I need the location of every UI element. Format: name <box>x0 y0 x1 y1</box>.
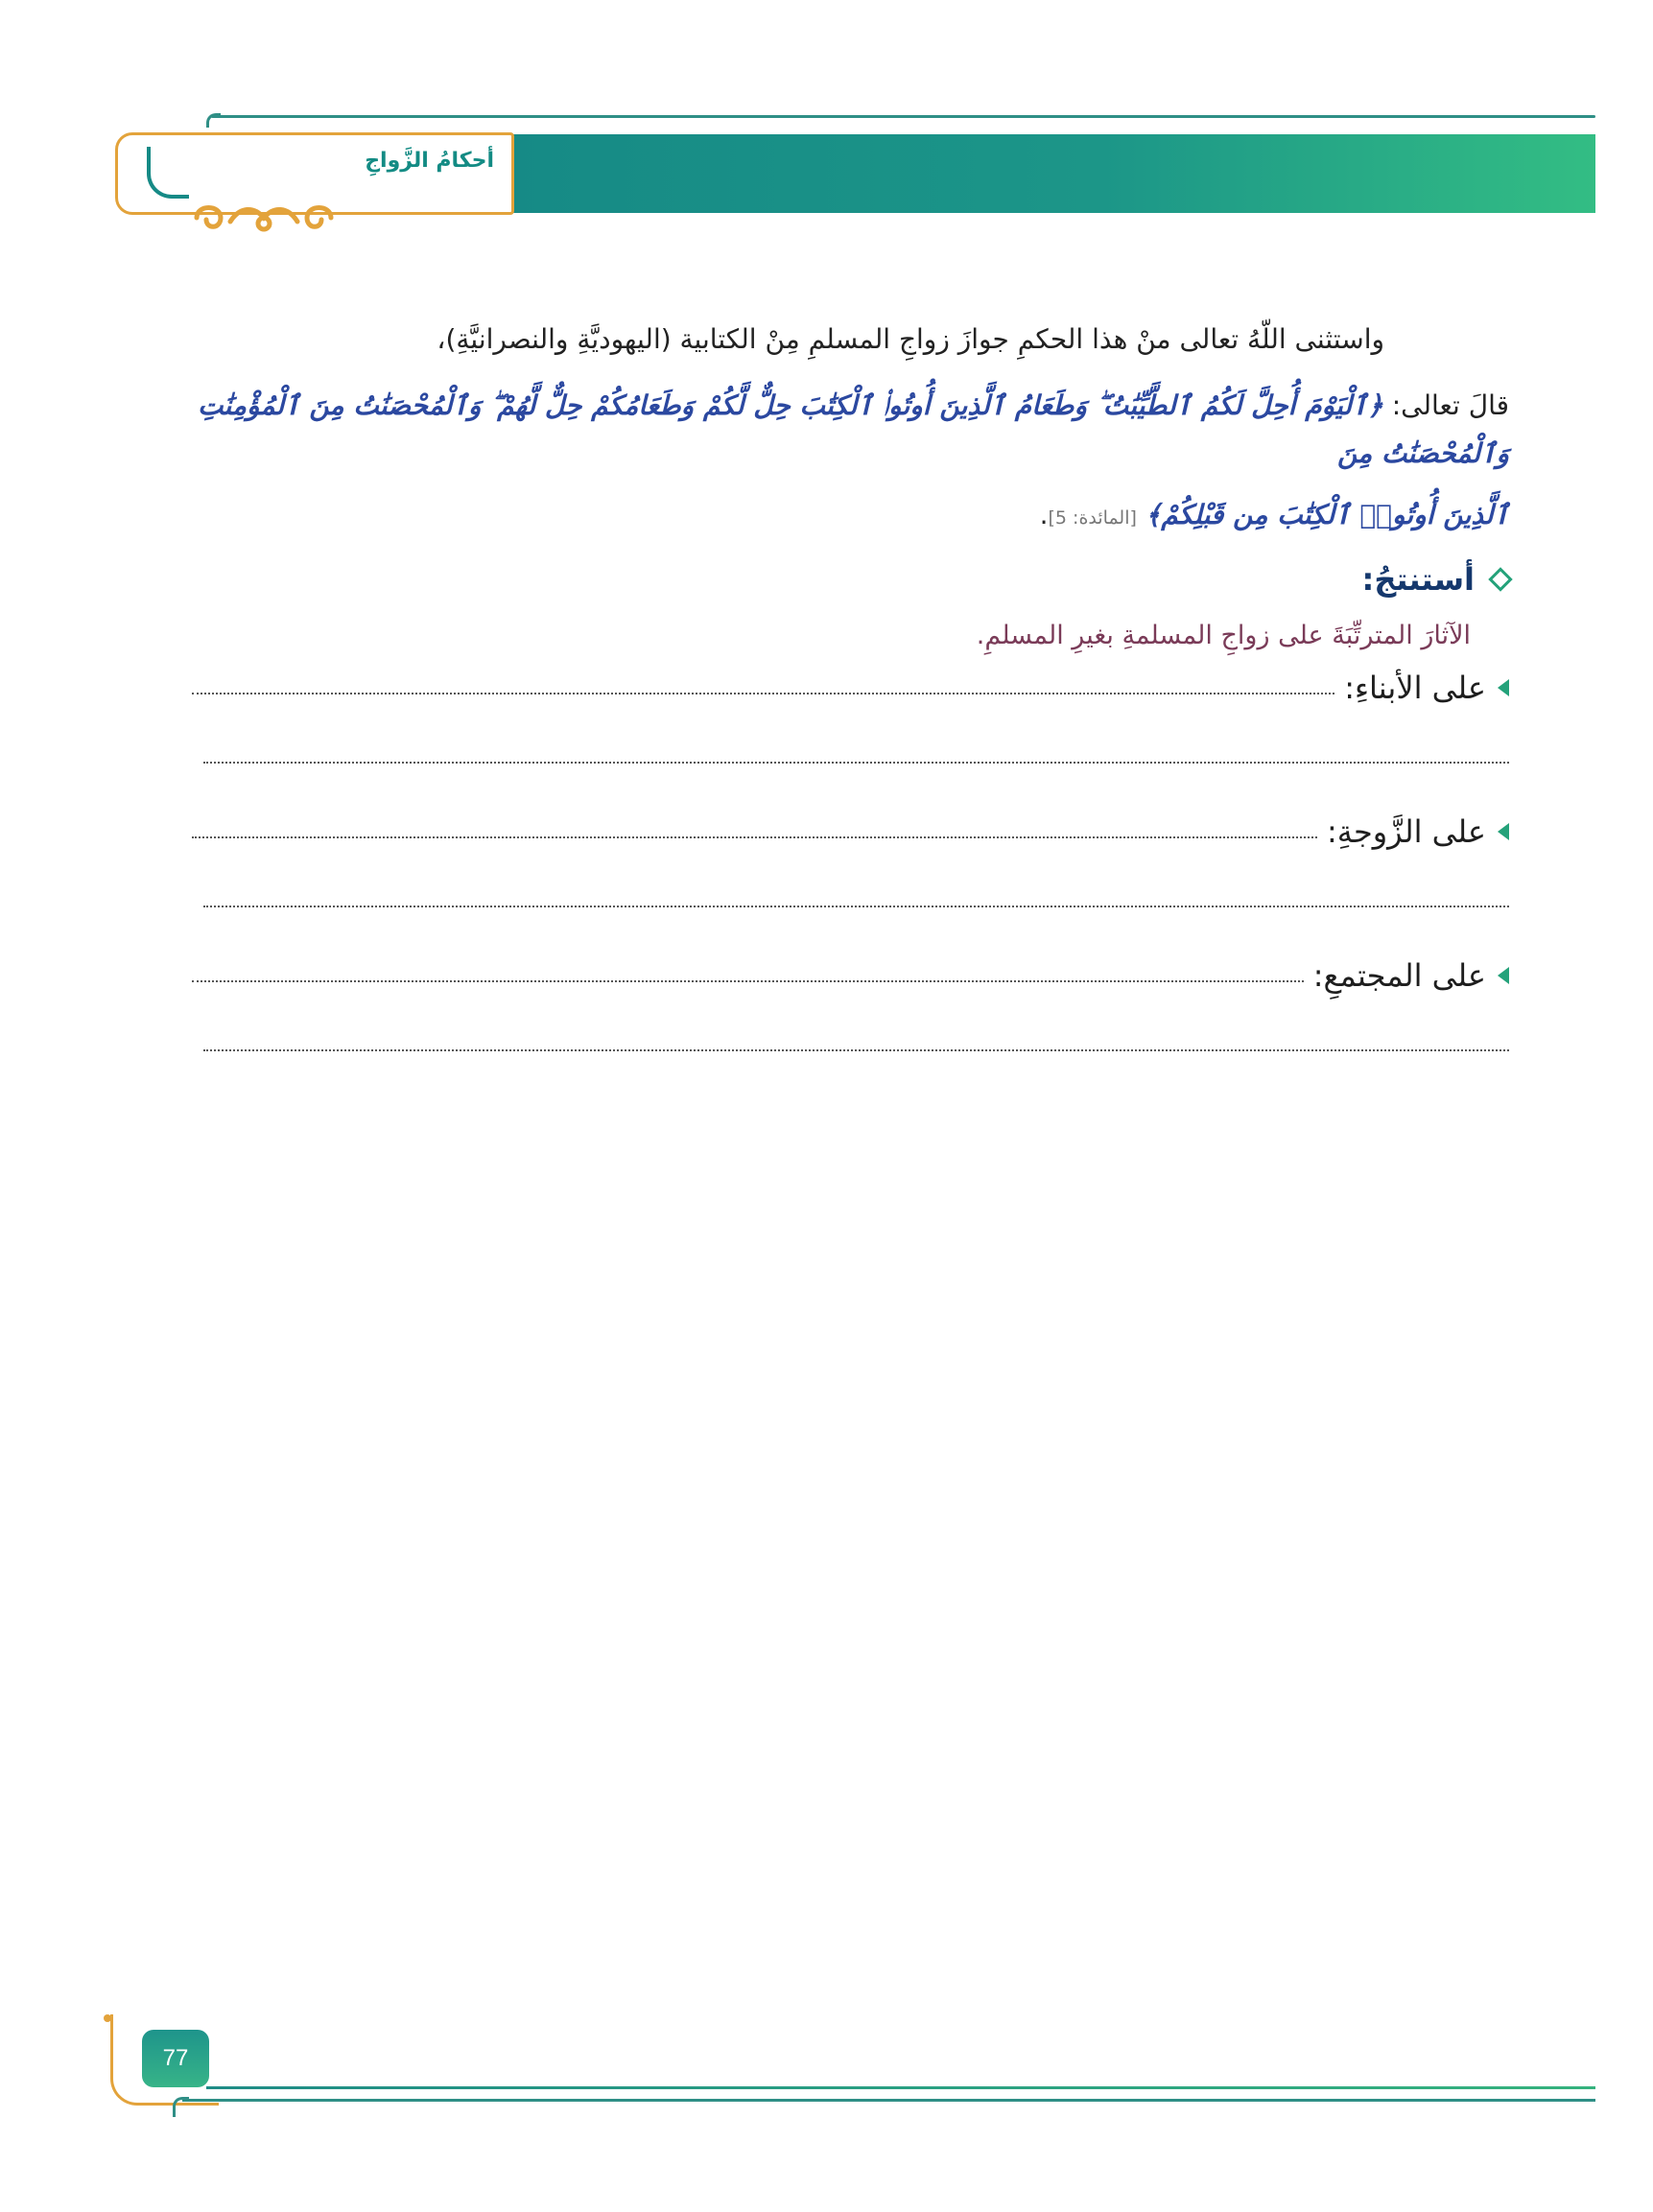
top-rule-hook <box>206 113 221 128</box>
answer-line-2[interactable] <box>203 762 1509 764</box>
answer-label-text: على الأبناءِ: <box>1344 670 1486 706</box>
deduce-prompt: الآثارَ المترتِّبَةَ على زواجِ المسلمةِ بغيرِ المسلمِ. <box>976 621 1471 650</box>
answer-label-text: على الزَّوجةِ: <box>1327 813 1486 850</box>
answer-line-2[interactable] <box>203 1049 1509 1051</box>
bottom-rule-2 <box>182 2099 1595 2102</box>
arrow-bullet-icon <box>1498 967 1509 984</box>
verse-text-line1: ﴿ٱلْيَوْمَ أُحِلَّ لَكُمُ ٱلطَّيِّبَٰتُ ۖ وَطَعَامُ ٱلَّذِينَ أُوتُوا۟ ٱلْكِتَٰبَ حِلٌّ لَّكُمْ وَطَعَامُكُمْ حِلٌّ لَّهُمْ ۖ وَٱلْمُحْصَنَٰتُ مِنَ ٱلْمُؤْمِنَٰتِ وَٱلْمُحْصَنَٰتُ مِنَ <box>198 389 1509 469</box>
verse-reference: [المائدة: 5] <box>1048 507 1137 529</box>
header-banner <box>499 134 1595 213</box>
scroll-ornament-icon <box>187 197 341 239</box>
arrow-bullet-icon <box>1498 823 1509 840</box>
verse-paragraph-2 <box>192 491 1509 542</box>
verse-text-line2: ٱلَّذِينَ أُوتُوا۟ ٱلْكِتَٰبَ مِن قَبْلِكُمْ﴾ <box>1145 499 1509 530</box>
answer-row-society <box>192 957 1509 1082</box>
deduce-heading-text: أستنتجُ: <box>1361 561 1475 598</box>
answer-line-1[interactable] <box>192 691 1334 694</box>
answer-line-1[interactable] <box>192 978 1304 982</box>
answer-label <box>1313 957 1509 994</box>
page-number: 77 <box>142 2030 209 2087</box>
top-rule <box>211 115 1595 118</box>
title-hook-ornament <box>147 147 189 199</box>
answer-label-text: على المجتمعِ: <box>1312 957 1486 994</box>
page-content <box>192 317 1509 1082</box>
verse-intro: قالَ تعالى: <box>1391 389 1509 421</box>
chapter-title: أحكامُ الزَّواجِ <box>365 149 494 173</box>
answer-row-children <box>192 670 1509 794</box>
intro-paragraph: واستثنى اللّهُ تعالى منْ هذا الحكمِ جوازَ زواجِ المسلمِ مِنْ الكتابية (اليهوديَّةِ والنصرانيَّةِ)، <box>437 323 1384 355</box>
arrow-bullet-icon <box>1498 679 1509 696</box>
answer-line-2[interactable] <box>203 906 1509 907</box>
deduce-heading <box>192 561 1509 598</box>
diamond-bullet-icon <box>1488 567 1512 591</box>
answer-label <box>1327 813 1509 850</box>
verse-end: . <box>1039 499 1049 530</box>
answer-row-wife <box>192 813 1509 938</box>
answer-label <box>1344 670 1509 706</box>
bottom-rule-hook <box>173 2097 189 2117</box>
answer-line-1[interactable] <box>192 835 1317 838</box>
verse-paragraph <box>192 382 1509 478</box>
bottom-rule <box>206 2086 1595 2089</box>
